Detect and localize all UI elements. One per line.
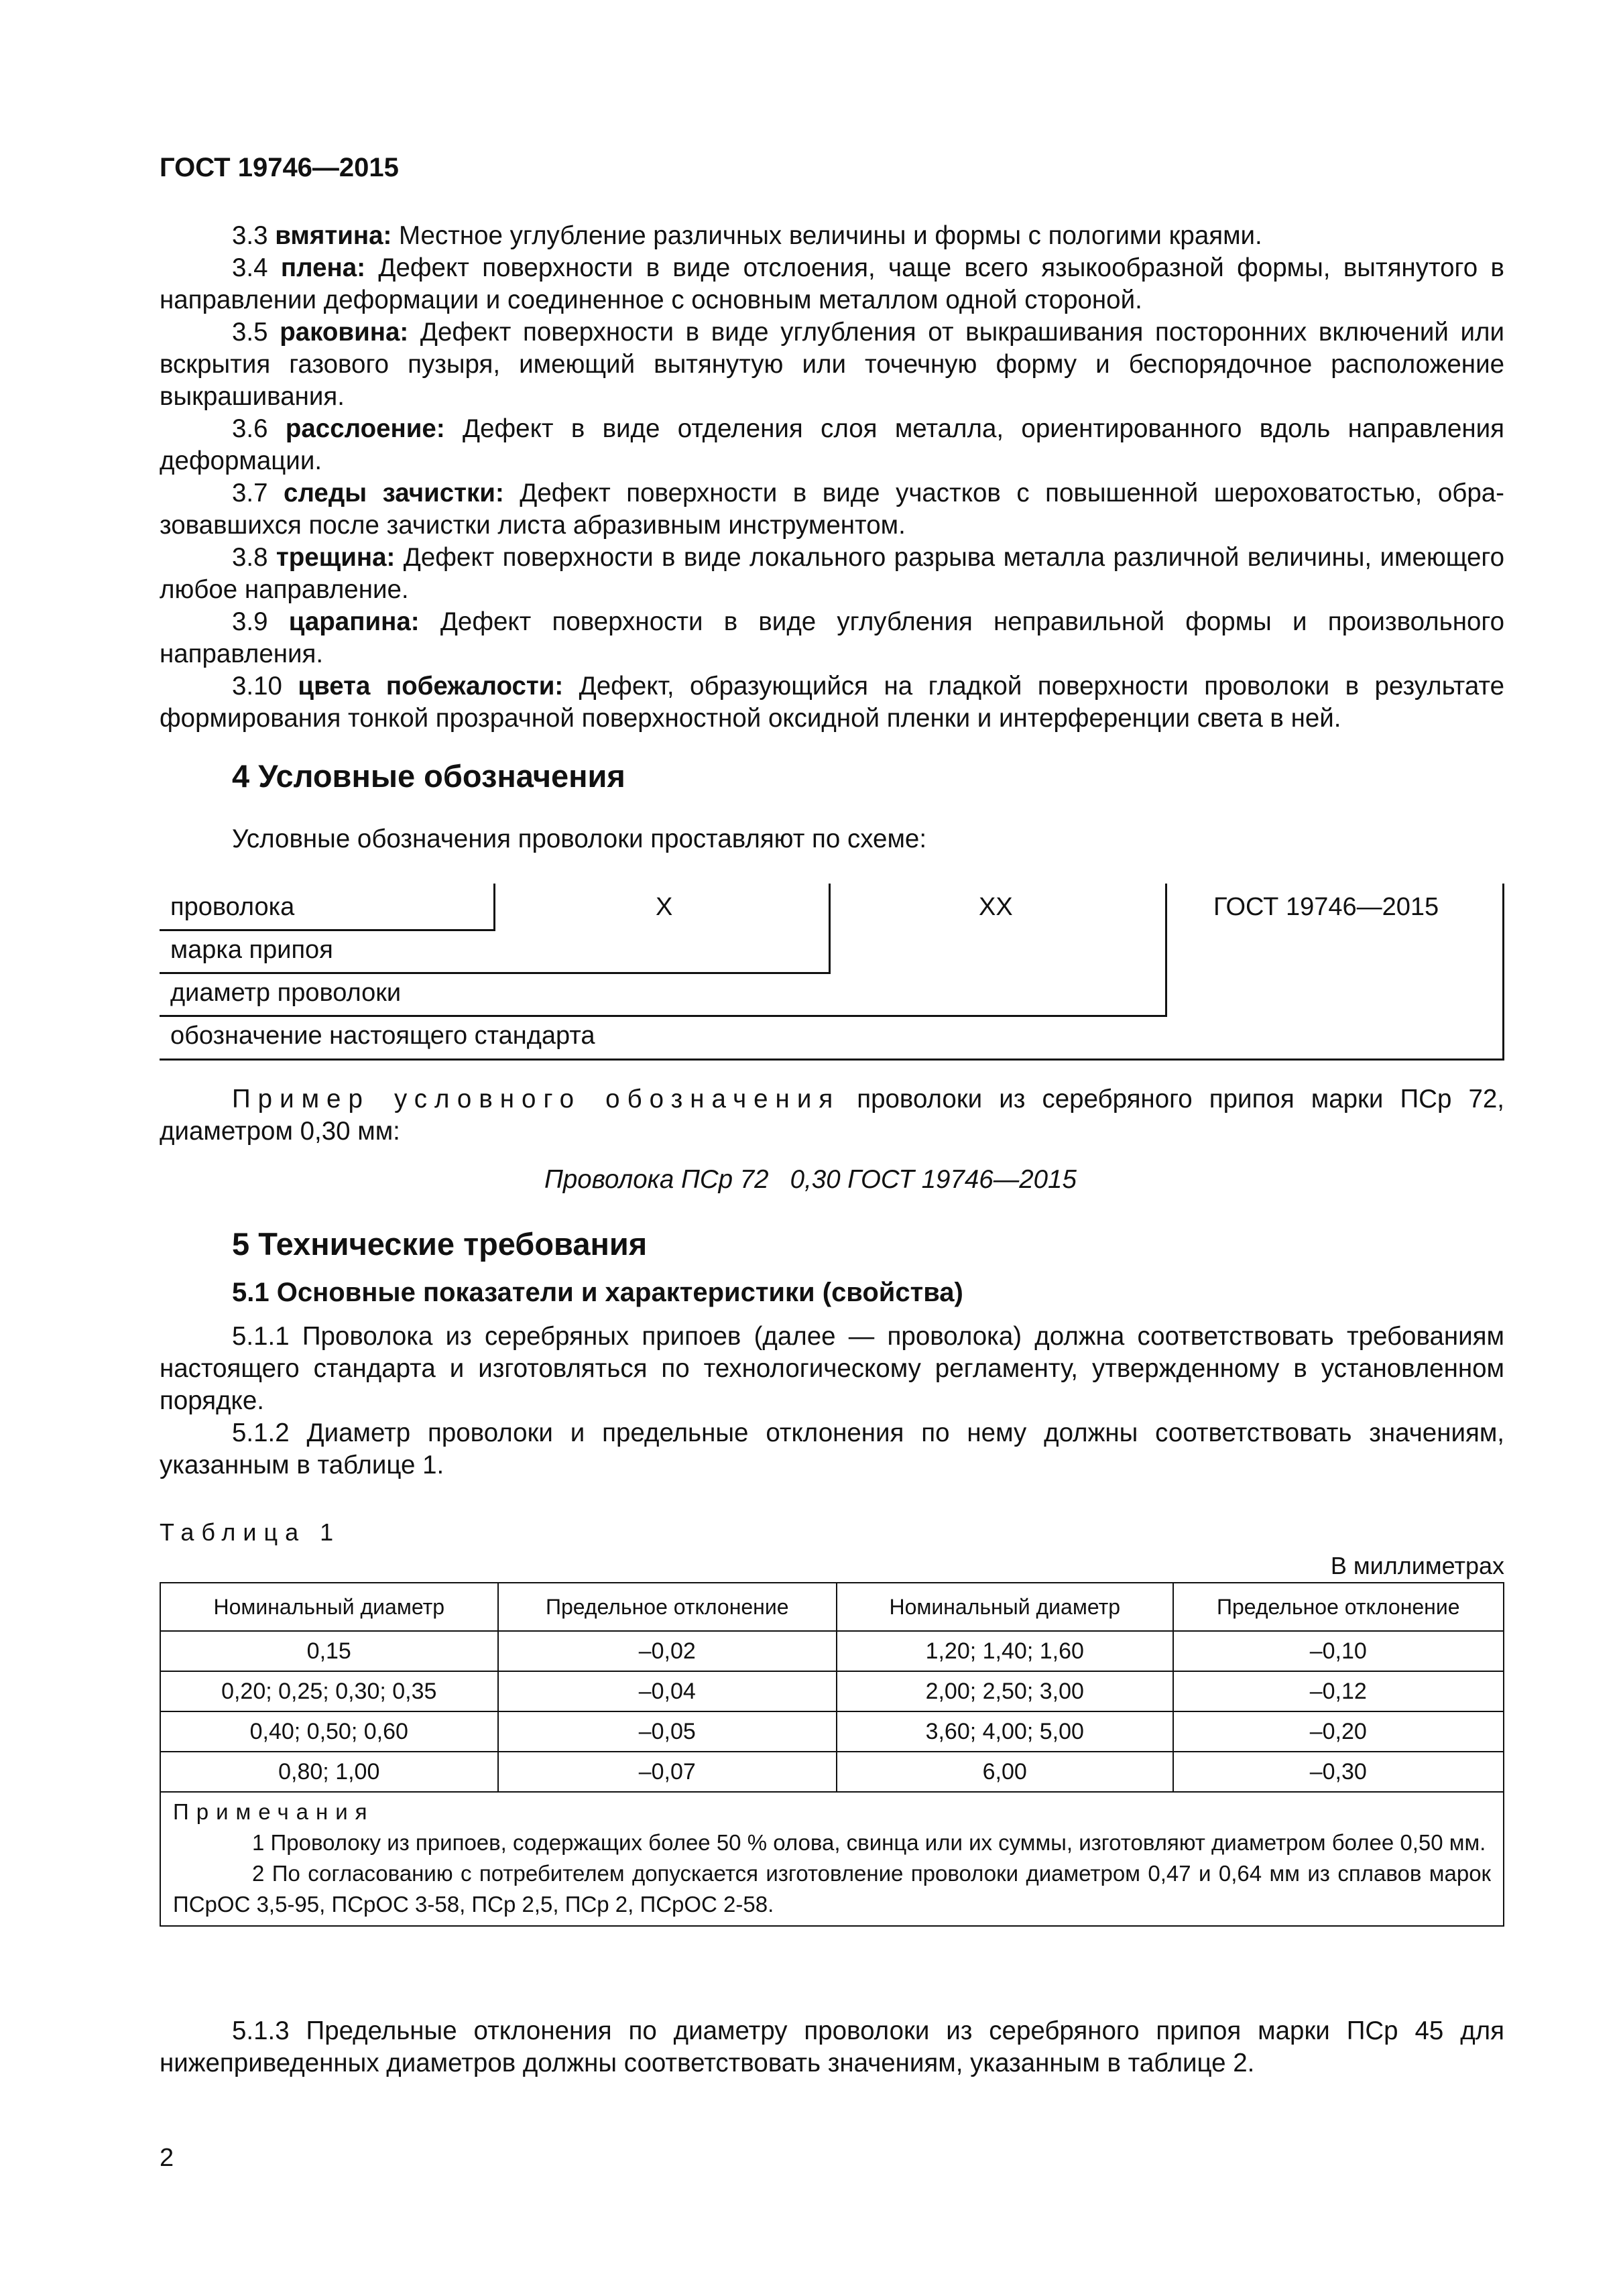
section-4-title: 4 Условные обозначения	[232, 758, 625, 794]
table-cell: –0,30	[1173, 1752, 1504, 1792]
scheme-placeholder-x: Х	[656, 893, 673, 921]
def-text: Дефект поверхности в виде углубления от выкрашивания посторонних включений или вскрытия газового пузыря, имеющий вытянутую или точечную форму и беспорядочное расположение выкрашивания.	[160, 318, 1504, 411]
def-term: плена:	[280, 253, 366, 282]
table-header-cell: Предельное отклонение	[1173, 1583, 1504, 1631]
def-term: вмятина:	[275, 221, 392, 250]
scheme-line	[1502, 884, 1504, 1061]
def-number: 3.7	[232, 479, 268, 507]
table-cell: 2,00; 2,50; 3,00	[837, 1671, 1173, 1711]
table-cell: –0,05	[498, 1711, 837, 1752]
designation-scheme	[160, 884, 1504, 1061]
def-text: Дефект поверхности в виде локального разрыва металла различной величины, имеющего любое направление.	[160, 543, 1504, 604]
definition-3-8	[160, 542, 1504, 606]
scheme-line	[1165, 884, 1167, 1016]
table-row	[160, 1752, 1504, 1792]
paragraph-5-1-2: 5.1.2 Диаметр проволоки и предельные отклонения по нему должны соответствовать значениям, указанным в таблице 1.	[160, 1418, 1504, 1479]
scheme-line	[493, 884, 495, 930]
paragraph-5-1-3: 5.1.3 Предельные отклонения по диаметру проволоки из серебряного припоя марки ПСр 45 для нижеприведенных диаметров должны соответствовать значениям, указанным в таблице 2.	[160, 2016, 1504, 2077]
table-cell: 0,80; 1,00	[160, 1752, 498, 1792]
table-cell: 1,20; 1,40; 1,60	[837, 1631, 1173, 1671]
table-1-units: В миллиметрах	[1330, 1552, 1504, 1579]
scheme-line	[160, 1015, 1167, 1017]
def-term: расслоение:	[285, 414, 445, 443]
def-term: трещина:	[276, 543, 396, 572]
scheme-row-diameter: диаметр проволоки	[170, 979, 402, 1007]
table-row	[160, 1631, 1504, 1671]
note-2: 2 По согласованию с потребителем допускается изготовление проволоки диаметром 0,47 и 0,64 мм из сплавов марок ПСрОС 3,5-95, ПСрОС 3-58, ПСр 2,5, ПСр 2, ПСрОС 2-58.	[173, 1861, 1491, 1917]
example-lead: Пример условного обозначения	[232, 1085, 841, 1113]
subsection-5-1-title: 5.1 Основные показатели и характеристики (свойства)	[232, 1278, 963, 1307]
table-header-cell: Предельное отклонение	[498, 1583, 837, 1631]
def-term: раковина:	[280, 318, 409, 347]
scheme-line	[160, 972, 831, 974]
table-cell: –0,10	[1173, 1631, 1504, 1671]
table-row	[160, 1711, 1504, 1752]
def-text: Дефект поверхности в виде отслоения, чаще всего языкообразной формы, вытянутого в направлении деформации и соединенное с основным металлом одной стороной.	[160, 253, 1504, 314]
table-cell: 0,40; 0,50; 0,60	[160, 1711, 498, 1752]
paragraph-5-1-1: 5.1.1 Проволока из серебряных припоев (далее — проволока) должна соответствовать требованиям настоящего стандарта и изготовляться по технологическому регламенту, утвержденному в установленном порядке.	[160, 1322, 1504, 1415]
section-5-title: 5 Технические требования	[232, 1226, 648, 1262]
def-number: 3.9	[232, 607, 268, 636]
def-text: Местное углубление различных величины и формы с пологими краями.	[392, 221, 1262, 250]
table-cell: –0,20	[1173, 1711, 1504, 1752]
table-1-caption: Таблица 1	[160, 1518, 341, 1546]
table-header-cell: Номинальный диаметр	[837, 1583, 1173, 1631]
scheme-line	[160, 1059, 1504, 1061]
definition-3-10	[160, 670, 1504, 735]
scheme-line	[160, 929, 495, 931]
page-number: 2	[160, 2144, 174, 2172]
definition-3-4	[160, 252, 1504, 316]
notes-title: Примечания	[173, 1799, 375, 1824]
def-term: следы зачистки:	[284, 479, 504, 507]
scheme-line	[829, 884, 831, 973]
def-number: 3.10	[232, 672, 282, 701]
note-1: 1 Проволоку из припоев, содержащих более 50 % олова, свинца или их суммы, изготовляют диаметром более 0,50 мм.	[252, 1830, 1486, 1855]
scheme-row-solder: марка припоя	[170, 936, 333, 964]
def-text: Дефект поверхности в виде участков с повышенной шероховатостью, образовавшихся после зачистки листа абразивным инструментом.	[160, 479, 1504, 540]
scheme-standard: ГОСТ 19746—2015	[1213, 893, 1439, 921]
def-text: Дефект, образующийся на гладкой поверхности проволоки в результате формирования тонкой прозрачной поверхностной оксидной пленки и интерференции света в ней.	[160, 672, 1505, 733]
def-term: царапина:	[288, 607, 420, 636]
designation-example-value: Проволока ПСр 72 0,30 ГОСТ 19746—2015	[544, 1165, 1077, 1194]
designation-example	[160, 1083, 1504, 1148]
table-1	[160, 1582, 1504, 1927]
scheme-row-standard: обозначение настоящего стандарта	[170, 1022, 595, 1050]
table-cell: 6,00	[837, 1752, 1173, 1792]
def-number: 3.5	[232, 318, 268, 347]
def-number: 3.8	[232, 543, 268, 572]
section-4-intro: Условные обозначения проволоки проставляют по схеме:	[232, 825, 927, 853]
table-cell: –0,07	[498, 1752, 837, 1792]
table-row	[160, 1671, 1504, 1711]
table-header-row	[160, 1583, 1504, 1631]
table-notes-row	[160, 1792, 1504, 1926]
table-cell: –0,02	[498, 1631, 837, 1671]
example-text: проволоки из серебряного припоя марки ПСр 72, диаметром 0,30 мм:	[160, 1085, 1504, 1146]
table-header-cell: Номинальный диаметр	[160, 1583, 498, 1631]
def-text: Дефект поверхности в виде углубления неправильной формы и произвольного направления.	[160, 607, 1504, 668]
def-number: 3.6	[232, 414, 268, 443]
table-cell: –0,04	[498, 1671, 837, 1711]
table-cell: 0,20; 0,25; 0,30; 0,35	[160, 1671, 498, 1711]
table-cell: 3,60; 4,00; 5,00	[837, 1711, 1173, 1752]
definition-3-3	[160, 220, 1504, 252]
definition-3-7	[160, 477, 1504, 542]
def-number: 3.3	[232, 221, 268, 250]
table-cell: 0,15	[160, 1631, 498, 1671]
page-header: ГОСТ 19746—2015	[160, 153, 399, 182]
table-cell: –0,12	[1173, 1671, 1504, 1711]
definition-3-5	[160, 316, 1504, 413]
scheme-row-wire: проволока	[170, 893, 295, 921]
def-text: Дефект в виде отделения слоя металла, ориентированного вдоль направления деформации.	[160, 414, 1505, 475]
def-number: 3.4	[232, 253, 268, 282]
table-notes	[160, 1792, 1504, 1926]
definition-3-6	[160, 413, 1504, 477]
definition-3-9	[160, 606, 1504, 670]
scheme-placeholder-xx: ХХ	[979, 893, 1013, 921]
def-term: цвета побежалости:	[298, 672, 564, 701]
